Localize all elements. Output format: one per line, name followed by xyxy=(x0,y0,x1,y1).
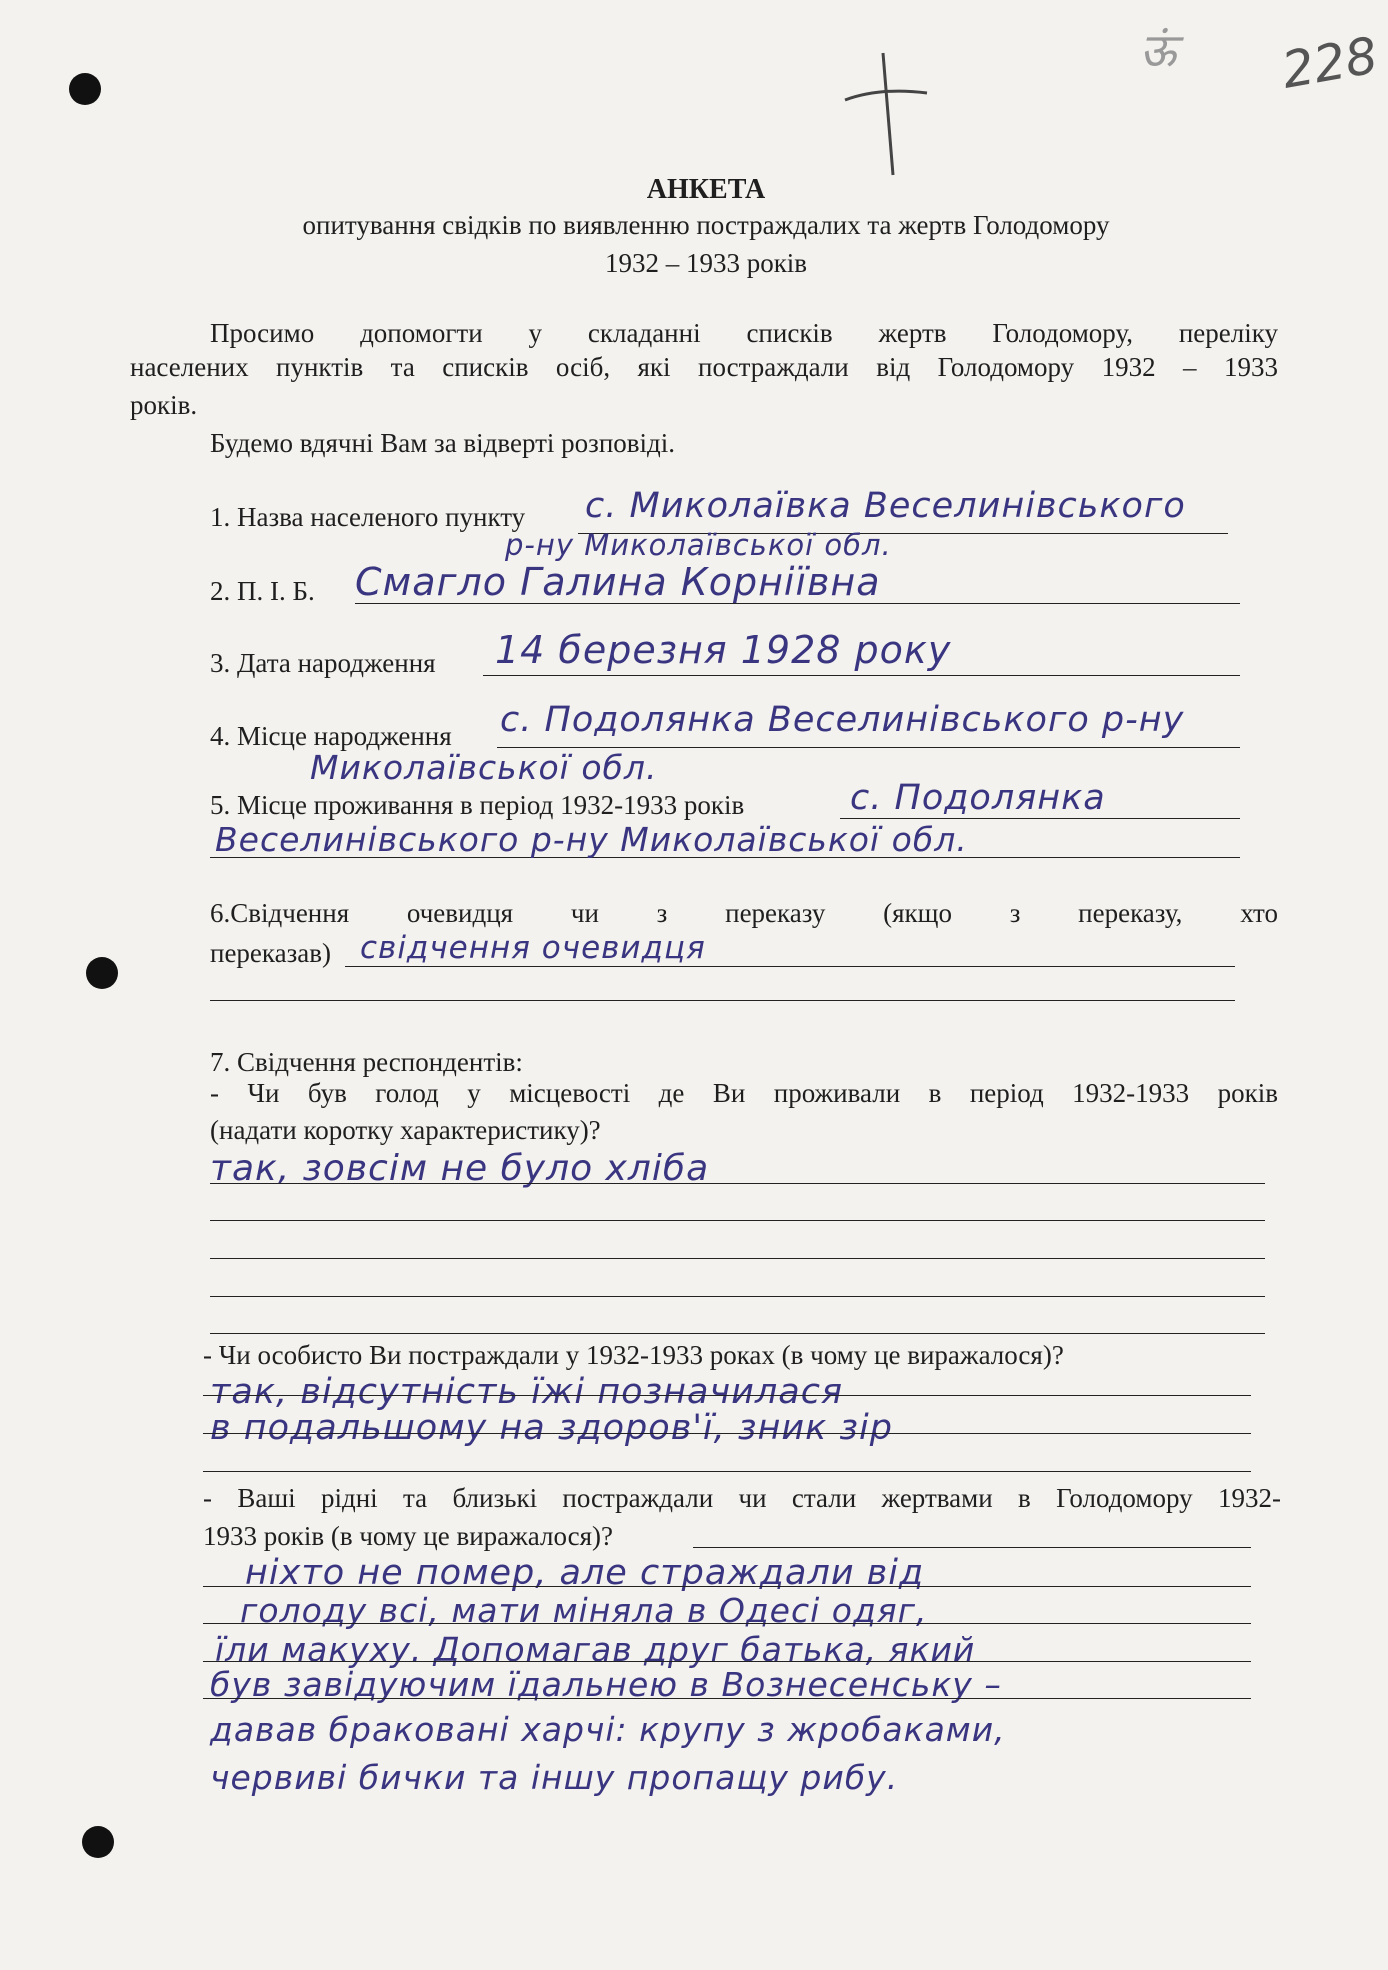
handwritten-residence-1: с. Подолянка xyxy=(850,778,1106,818)
handwritten-residence-2: Веселинівського р-ну Миколаївської обл. xyxy=(215,820,968,859)
field-label-residence: 5. Місце проживання в період 1932-1933 років xyxy=(210,790,745,820)
question-relatives-line-1: - Ваші рідні та близькі постраждали чи стали жертвами в Голодомору 1932- xyxy=(203,1483,1281,1513)
form-title: АНКЕТА xyxy=(646,174,766,205)
field-label-testimony-source: 6.Свідчення очевидця чи з переказу (якщо з переказу, хто xyxy=(210,898,1278,928)
intro-line-2: населених пунктів та списків осіб, які постраждали від Голодомору 1932 – 1933 xyxy=(130,352,1278,382)
answer-line-relatives-3 xyxy=(203,1661,1251,1662)
handwritten-birth-date: 14 березня 1928 року xyxy=(495,628,952,672)
handwritten-relatives-answer-5: давав браковані харчі: крупу з жробаками, xyxy=(210,1710,1006,1749)
intro-thanks: Будемо вдячні Вам за відверті розповіді. xyxy=(210,428,676,458)
handwritten-relatives-answer-1: ніхто не помер, але страждали від xyxy=(245,1553,925,1593)
question-famine-line-1: - Чи був голод у місцевості де Ви проживали в період 1932-1933 років xyxy=(210,1078,1278,1108)
punch-hole-top xyxy=(69,73,101,105)
question-famine-line-2: (надати коротку характеристику)? xyxy=(210,1115,601,1145)
handwritten-famine-answer: так, зовсім не було хліба xyxy=(210,1148,710,1189)
field-label-settlement: 1. Назва населеного пункту xyxy=(210,502,526,532)
punch-hole-middle xyxy=(86,957,118,989)
form-subtitle-years: 1932 – 1933 років xyxy=(604,248,808,278)
intro-line-3: років. xyxy=(130,390,198,420)
field-label-birth-date: 3. Дата народження xyxy=(210,648,436,678)
answer-line-relatives-2 xyxy=(203,1623,1251,1624)
answer-line-famine-2 xyxy=(210,1220,1265,1221)
answer-line-personal-2 xyxy=(203,1433,1251,1434)
answer-line-famine-3 xyxy=(210,1258,1265,1259)
handwritten-testimony-source: свідчення очевидця xyxy=(360,930,706,966)
handwritten-settlement-2: р-ну Миколаївської обл. xyxy=(505,528,892,562)
handwritten-relatives-answer-2: голоду всі, мати міняла в Одесі одяг, xyxy=(240,1591,928,1630)
cross-mark-icon xyxy=(835,45,935,185)
field-line-residence-1 xyxy=(840,818,1240,819)
page-number-mark: 228 xyxy=(1277,26,1382,100)
handwritten-relatives-answer-4: був завідуючим їдальнею в Вознесенську – xyxy=(210,1665,1002,1704)
handwritten-settlement-1: с. Миколаївка Веселинівського xyxy=(585,486,1186,526)
answer-line-famine-4 xyxy=(210,1296,1265,1297)
testimony-heading: 7. Свідчення респондентів: xyxy=(210,1047,523,1077)
question-relatives-line-2: 1933 років (в чому це виражалося)? xyxy=(203,1521,614,1551)
field-line-retold-by-1 xyxy=(345,966,1235,967)
answer-line-famine-5 xyxy=(210,1333,1265,1334)
answer-line-famine-1 xyxy=(210,1183,1265,1184)
handwritten-relatives-answer-3: їли макуху. Допомагав друг батька, який xyxy=(215,1630,976,1669)
field-label-full-name: 2. П. І. Б. xyxy=(210,576,315,606)
handwritten-personal-answer-1: так, відсутність їжі позначилася xyxy=(210,1372,843,1412)
punch-hole-bottom xyxy=(82,1826,114,1858)
handwritten-full-name: Смагло Галина Корніївна xyxy=(355,560,881,604)
answer-line-personal-1 xyxy=(203,1395,1251,1396)
answer-line-relatives-0 xyxy=(693,1547,1251,1548)
handwritten-relatives-answer-6: червиві бички та іншу пропащу рибу. xyxy=(210,1758,899,1797)
intro-line-1: Просимо допомогти у складанні списків жертв Голодомору, переліку xyxy=(210,318,1278,348)
answer-line-personal-3 xyxy=(203,1471,1251,1472)
answer-line-relatives-4 xyxy=(203,1698,1251,1699)
handwritten-birth-place-2: Миколаївської обл. xyxy=(310,748,658,787)
field-label-birth-place: 4. Місце народження xyxy=(210,721,452,751)
form-subtitle: опитування свідків по виявленню постраждалих та жертв Голодомору xyxy=(302,210,1110,240)
handwritten-birth-place-1: с. Подолянка Веселинівського р-ну xyxy=(500,700,1185,740)
handwritten-personal-answer-2: в подальшому на здоров'ї, зник зір xyxy=(210,1408,893,1448)
field-line-retold-by-2 xyxy=(210,1000,1235,1001)
archive-mark-crossed: ऊं xyxy=(1140,23,1177,77)
field-label-retold-by: переказав) xyxy=(210,938,331,968)
question-personal-suffering: - Чи особисто Ви постраждали у 1932-1933 роках (в чому це виражалося)? xyxy=(203,1340,1064,1370)
answer-line-relatives-1 xyxy=(203,1586,1251,1587)
field-line-birth-date xyxy=(483,675,1240,676)
